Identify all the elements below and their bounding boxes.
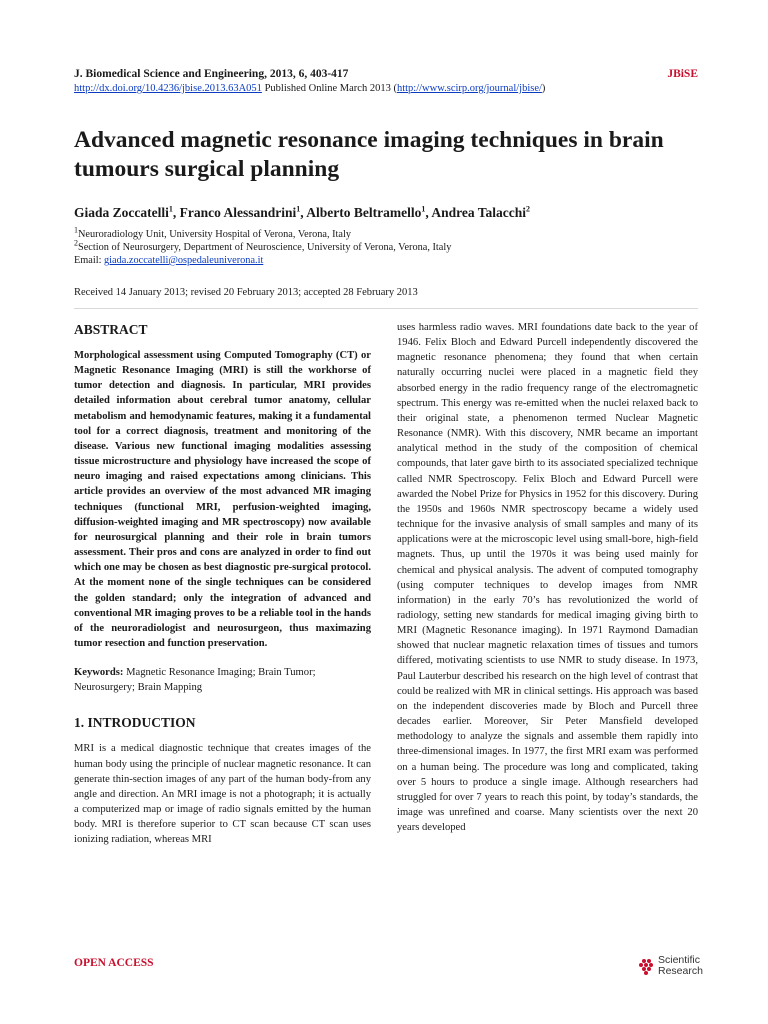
keywords: [74, 665, 371, 695]
publisher-name-line1: Scientific: [658, 954, 701, 966]
affiliation-text: Section of Neurosurgery, Department of Neuroscience, University of Verona, Verona, Italy: [78, 242, 452, 253]
author-name: Alberto Beltramello: [306, 205, 422, 220]
affiliation-line: [74, 238, 714, 254]
publisher-logo-icon: [636, 956, 658, 978]
introduction-heading: 1. INTRODUCTION: [74, 715, 196, 731]
email-line: [74, 254, 714, 267]
published-close: ): [541, 83, 546, 94]
email-label: Email:: [74, 255, 105, 266]
doi-link[interactable]: http://dx.doi.org/10.4236/jbise.2013.63A051: [74, 83, 262, 94]
abstract-heading: ABSTRACT: [74, 322, 148, 337]
author-affiliation-mark: 1: [421, 204, 426, 214]
published-text: Published Online March 2013 (: [261, 83, 397, 94]
author-name: Andrea Talacchi: [431, 205, 527, 220]
publisher-logo: [636, 954, 716, 986]
keywords-text: Magnetic Resonance Imaging; Brain Tumor; Neurosurgery; Brain Mapping: [74, 667, 316, 694]
affiliation-number: 2: [74, 238, 78, 248]
received-dates: Received 14 January 2013; revised 20 February 2013; accepted 28 February 2013: [74, 287, 418, 298]
journal-link[interactable]: http://www.scirp.org/journal/jbise/: [396, 83, 542, 94]
affiliations: [74, 225, 714, 267]
author-affiliation-mark: 1: [168, 204, 173, 214]
keywords-label: Keywords:: [74, 667, 124, 679]
author-separator: ,: [425, 205, 432, 220]
author-name: Franco Alessandrini: [179, 205, 297, 220]
journal-citation: J. Biomedical Science and Engineering, 2013, 6, 403-417: [74, 68, 349, 80]
affiliation-number: 1: [74, 225, 78, 235]
email-link[interactable]: giada.zoccatelli@ospedaleuniverona.it: [104, 255, 264, 266]
affiliation-line: [74, 225, 714, 241]
affiliation-text: Neuroradiology Unit, University Hospital of Verona, Verona, Italy: [78, 229, 352, 240]
abstract-text: Morphological assessment using Computed Tomography (CT) or Magnetic Resonance Imaging (MRI) is still the workhorse of tumor detection and diagnosis. In particular, MRI provides detailed information about cerebral tumor anatomy, cellular metabolism and hemodynamic features, making it a fundamental tool for a correct diagnosis, treatment and monitoring of the disease. Various new functional imaging modalities assessing tissue microstructure and physiology have increased the scope of neuro imaging and raised expectations among clinicians. This article provides an overview of the most advanced MR imaging techniques (functional MRI, perfusion-weighted imaging, diffusion-weighted imaging and MR spectroscopy) now available for neurosurgical planning and their role in brain tumors assessment. Their pros and cons are analyzed in order to find out which one may be chosen as best diagnostic pre-surgical protocol. At the moment none of the single techniques can be considered the golden standard; only the integration of advanced and conventional MR imaging proves to be a reliable tool in the hands of the neuroradiologist and neurosurgeon, thus maximazing tumor resection and function preservation.: [74, 350, 371, 649]
left-column: [74, 322, 371, 848]
introduction-text-left: MRI is a medical diagnostic technique that creates images of the human body using the principle of nuclear magnetic resonance. It can generate thin-section images of any part of the human body-from any angle and direction. An MRI image is not a photograph; it is actually a computerized map or image of radio signals emitted by the human body. MRI is therefore superior to CT scan because CT scan uses ionizing radiation, whereas MRI: [74, 743, 371, 846]
header-divider: [74, 308, 698, 309]
author-list: [74, 205, 714, 221]
journal-abbreviation: JBiSE: [667, 68, 698, 80]
doi-line: [74, 83, 714, 94]
open-access-label: OPEN ACCESS: [74, 957, 154, 969]
author-separator: ,: [172, 205, 180, 220]
publisher-name: [658, 955, 703, 977]
publisher-name-line2: Research: [658, 965, 703, 977]
author-name: Giada Zoccatelli: [74, 205, 169, 220]
introduction-text-right: uses harmless radio waves. MRI foundations date back to the year of 1946. Felix Bloch and Edward Purcell independently discovered the magnetic resonance phenomena; they found that when certain naturally occurring nuclei were placed in a magnetic field they absorbed energy in the radio frequency range of the electromagnetic spectrum. This energy was re-emitted when the nuclei relaxed back to their original state, a phenomenon termed Nuclear Magnetic Resonance (NMR). With this discovery, NMR became an important analytical method in the study of the composition of chemical compounds, that later gave birth to its associated specialized technique called NMR Spectroscopy. Felix Bloch and Edward Purcell were awarded the Nobel Prize for Physics in 1952 for this discovery. During the 1950s and 1960s NMR spectroscopy became a widely used technique for the invasive analysis of small samples and many of its applications were at the microscopic level using small-bore, high-field magnets. Thus, up until the 1970s it was being used mainly for chemical and physical analysis. The advent of computed tomography (using computer techniques to develop images from NMR information) in the early 70’s has revolutionized the world of radiology, setting new standards for medical imaging giving birth to MRI (Magnetic Resonance imaging). In 1971 Raymond Damadian showed that nuclear magnetic relaxation times of tissues and tumors differed, motivating scientists to use NMR to study disease. In 1973, Paul Lauterbur described his research on the high level of contrast that could be realized with MR in clinical settings. His approach was based on the independent discoveries made by Bloch and Purcell three decades earlier. Moreover, Sir Peter Mansfield developed methodology to analyze the signals and assemble them rapidly into three-dimensional images. In 1977, the first MRI exam was performed on a human being. The procedure was long and complicated, taking over 5 hours to produce a single image. Although researchers had struggled for over 7 years to reach this point, by today’s standards, the image was unrefined and coarse. Many scientists over the next 20 years developed: [397, 322, 698, 834]
author-affiliation-mark: 2: [526, 204, 531, 214]
author-affiliation-mark: 1: [296, 204, 301, 214]
right-column: [397, 320, 698, 835]
author-separator: ,: [300, 205, 307, 220]
article-title: Advanced magnetic resonance imaging techniques in brain tumours surgical planning: [74, 127, 664, 182]
